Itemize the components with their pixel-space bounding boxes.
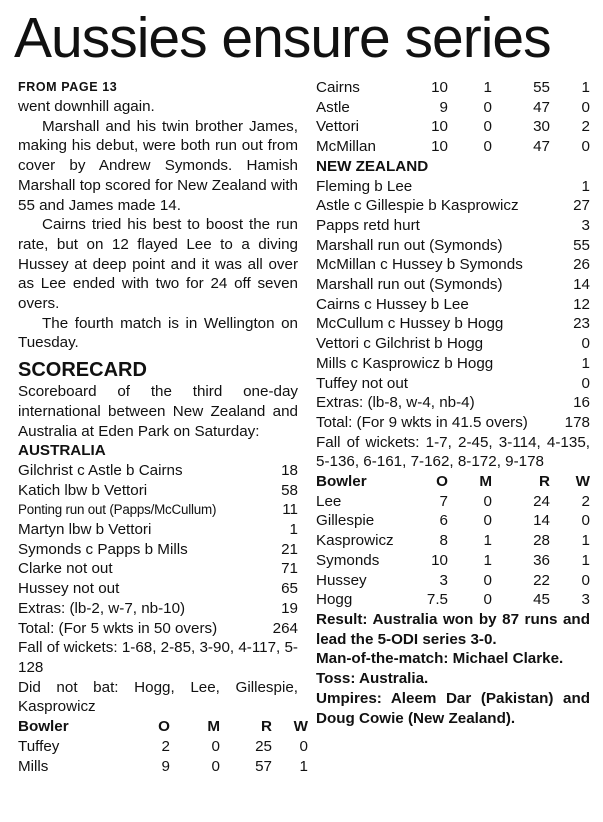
bowler: Hogg [316,591,353,609]
extras: Extras: (lb-2, w-7, nb-10) [18,599,186,617]
maidens-col-header: M [207,718,220,736]
bowler: Astle [316,98,350,116]
runs: 23 [573,315,590,333]
batsman: Marshall run out (Symonds) [316,236,503,254]
runs: 28 [533,532,550,550]
batting-row [18,481,298,501]
wickets: 3 [581,591,590,609]
batting-row [316,196,590,216]
runs: 178 [564,413,590,431]
runs: 22 [533,571,550,589]
batsman: Gilchrist c Astle b Cairns [18,461,183,479]
runs: 58 [281,481,298,499]
overs: 7.5 [426,591,448,609]
batting-row [316,236,590,256]
bowler: Cairns [316,79,360,96]
runs: 71 [281,560,298,578]
batsman: Symonds c Papps b Mills [18,540,188,558]
extras-row [18,599,298,619]
continued-from-label: FROM PAGE 13 [18,80,118,94]
batsman: Hussey not out [18,580,120,598]
bowler-col-header: Bowler [316,473,367,491]
bowling-row [316,531,590,551]
runs: 1 [289,521,298,539]
maidens: 0 [483,118,492,136]
runs: 11 [282,501,298,519]
batsman: Martyn lbw b Vettori [18,521,152,539]
wickets: 1 [299,757,308,775]
batting-row [18,500,298,520]
bowler: Tuffey [18,737,60,755]
bowling-header [18,717,308,737]
batsman: Clarke not out [18,560,113,578]
bowler: Symonds [316,551,380,569]
bowler: McMillan [316,138,376,156]
scorecard-heading: SCORECARD [18,359,147,382]
fall-of-wickets-australia: Fall of wickets: 1-68, 2-85, 3-90, 4-117, 5-128 [18,639,298,676]
bowler: Mills [18,757,49,775]
man-of-the-match: Man-of-the-match: Michael Clarke. [316,650,564,668]
bowler: Vettori [316,118,360,136]
wickets: 1 [581,79,590,96]
runs: 36 [533,551,550,569]
batsman: Papps retd hurt [316,216,420,234]
batting-row [316,295,590,315]
maidens: 0 [483,98,492,116]
runs: 65 [281,580,298,598]
batting-row [316,374,590,394]
bowling-row [316,551,590,571]
maidens-col-header: M [479,473,492,491]
bowling-row [316,117,590,137]
overs: 10 [431,118,448,136]
runs: 24 [533,492,550,510]
overs: 3 [439,571,448,589]
runs: 12 [573,295,590,313]
runs-col-header: R [539,473,550,491]
bowling-row [316,98,590,118]
batting-row [316,177,590,197]
wickets: 0 [299,737,308,755]
team-heading-australia: AUSTRALIA [18,442,106,460]
article-paragraph: The fourth match is in Wellington on Tuesday. [18,314,298,352]
batsman: Cairns c Hussey b Lee [316,295,469,313]
batting-row [316,255,590,275]
runs: 1 [581,354,590,372]
bowler: Gillespie [316,512,375,530]
wickets-col-header: W [293,718,308,736]
batting-row [316,216,590,236]
maidens: 0 [483,571,492,589]
total-row [18,619,298,639]
bowling-row [316,137,590,157]
did-not-bat: Did not bat: Hogg, Lee, Gillespie, Kasprowicz [18,678,298,716]
batting-row [18,540,298,560]
maidens: 1 [483,551,492,569]
runs: 55 [573,236,590,254]
runs: 3 [581,216,590,234]
runs: 45 [533,591,550,609]
extras: Extras: (lb-8, w-4, nb-4) [316,394,475,412]
maidens: 1 [483,79,492,96]
bowling-row [18,737,308,757]
wickets: 1 [581,532,590,550]
total-row [316,413,590,433]
batting-row [18,461,298,481]
batting-row [316,354,590,374]
overs-col-header: O [436,473,448,491]
bowler: Lee [316,492,342,510]
runs: 55 [533,79,550,96]
wickets-col-header: W [575,473,590,491]
scorecard-intro: Scoreboard of the third one-day international between New Zealand and Australia at Eden Park on Saturday: [18,383,298,440]
batsman: McMillan c Hussey b Symonds [316,256,523,274]
batting-row [316,334,590,354]
runs: 21 [281,540,298,558]
runs: 14 [533,512,550,530]
batsman: Katich lbw b Vettori [18,481,148,499]
bowling-row [316,571,590,591]
bowling-header [316,472,590,492]
bowler: Hussey [316,571,367,589]
wickets: 0 [581,512,590,530]
runs: 26 [573,256,590,274]
runs: 25 [255,737,272,755]
batsman: Tuffey not out [316,374,409,392]
wickets: 1 [581,551,590,569]
bowling-row [18,757,308,777]
article-paragraph: went downhill again. [18,98,155,115]
overs: 9 [161,757,170,775]
runs: 27 [573,197,590,215]
batsman: Fleming b Lee [316,177,413,195]
batting-row [18,559,298,579]
wickets: 2 [581,118,590,136]
bowler: Kasprowicz [316,532,394,550]
maidens: 0 [483,512,492,530]
umpires: Umpires: Aleem Dar (Pakistan) and Doug Cowie (New Zealand). [316,689,590,727]
bowling-row [316,590,590,610]
overs: 6 [439,512,448,530]
article-paragraph: Marshall and his twin brother James, making his debut, were both run out from cover by Andrew Symonds. Hamish Marshall top scored for New Zealand with 55 and James made 14. [18,117,298,214]
runs: 1 [581,177,590,195]
total: Total: (For 5 wkts in 50 overs) [18,619,218,637]
runs: 16 [573,394,590,412]
overs: 2 [161,737,170,755]
bowler-col-header: Bowler [18,718,69,736]
overs-col-header: O [158,718,170,736]
maidens: 0 [483,591,492,609]
overs: 10 [431,138,448,156]
runs: 30 [533,118,550,136]
runs: 47 [533,138,550,156]
right-column [316,78,590,728]
new-zealand-batting [316,177,590,433]
batting-row [18,520,298,540]
total: Total: (For 9 wkts in 41.5 overs) [316,413,528,431]
batsman: Astle c Gillespie b Kasprowicz [316,197,519,215]
toss: Toss: Australia. [316,670,429,688]
batting-row [316,275,590,295]
batsman: Ponting run out (Papps/McCullum) [18,502,217,518]
bowling-row [316,511,590,531]
runs: 19 [281,599,298,617]
batsman: Vettori c Gilchrist b Hogg [316,335,484,353]
wickets: 2 [581,492,590,510]
runs: 0 [581,374,590,392]
left-column [18,78,308,776]
fall-of-wickets-new-zealand: Fall of wickets: 1-7, 2-45, 3-114, 4-135, 5-136, 6-161, 7-162, 8-172, 9-178 [316,433,590,471]
maidens: 1 [483,532,492,550]
wickets: 0 [581,98,590,116]
wickets: 0 [581,571,590,589]
runs: 0 [581,335,590,353]
batting-row [18,579,298,599]
article-paragraph: Cairns tried his best to boost the run rate, but on 12 flayed Lee to a diving Hussey at deep point and it was all over as Lee ended with two for 24 off seven overs. [18,216,298,313]
runs: 14 [573,276,590,294]
runs-col-header: R [261,718,272,736]
overs: 10 [431,551,448,569]
overs: 8 [439,532,448,550]
batsman: Marshall run out (Symonds) [316,276,503,294]
batsman: Mills c Kasprowicz b Hogg [316,354,494,372]
overs: 7 [439,492,448,510]
match-result: Result: Australia won by 87 runs and lead the 5-ODI series 3-0. [316,610,590,648]
maidens: 0 [483,492,492,510]
runs: 264 [272,619,298,637]
overs: 9 [439,98,448,116]
maidens: 0 [211,737,220,755]
bowling-row [316,78,590,98]
wickets: 0 [581,138,590,156]
maidens: 0 [483,138,492,156]
bowling-row [316,492,590,512]
runs: 47 [533,98,550,116]
batsman: McCullum c Hussey b Hogg [316,315,504,333]
extras-row [316,393,590,413]
overs: 10 [431,79,448,96]
maidens: 0 [211,757,220,775]
batting-row [316,314,590,334]
runs: 18 [281,461,298,479]
headline: Aussies ensure series [14,6,551,70]
australia-batting [18,461,298,638]
team-heading-new-zealand: NEW ZEALAND [316,157,429,175]
runs: 57 [255,757,272,775]
